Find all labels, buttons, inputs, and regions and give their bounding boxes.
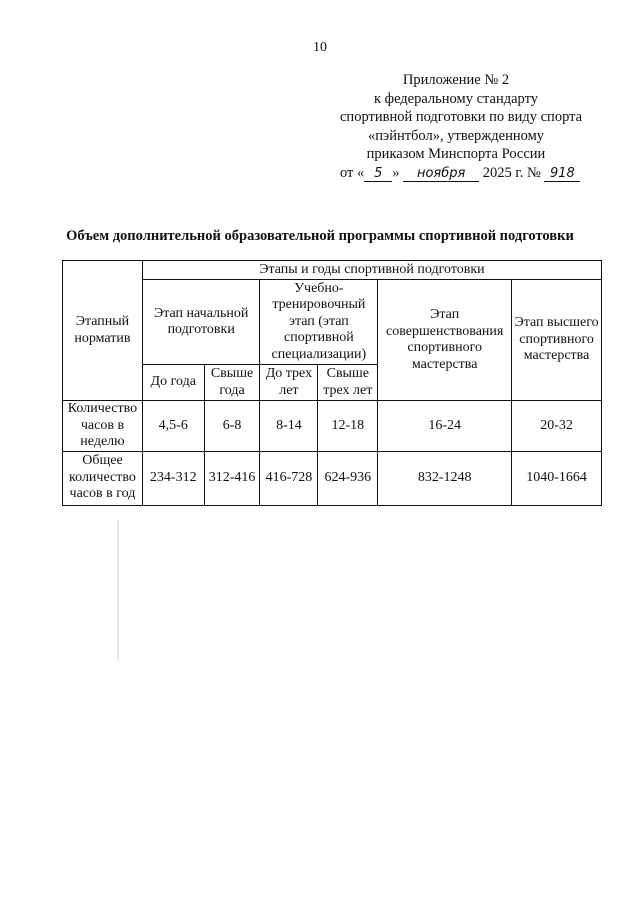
appendix-line-order: приказом Минспорта России [366,146,546,162]
date-year: 2025 г. № [482,164,541,181]
table-row [63,451,602,505]
cell-value: 416-728 [260,451,318,505]
cell-value: 20-32 [512,401,602,452]
cell-value: 6-8 [204,401,260,452]
cell-value: 312-416 [204,451,260,505]
cell-value: 8-14 [260,401,318,452]
appendix-header [340,71,583,182]
header-sub-over-three: Свыше трех лет [318,365,378,401]
header-sub-up-to-three: До трех лет [260,365,318,401]
date-mid: » [392,164,400,181]
header-stage-improvement: Этап совершенствования спортивного мастерства [378,280,512,401]
cell-value: 16-24 [378,401,512,452]
header-stage-training: Учебно-тренировочный этап (этап спортивной специализации) [260,280,378,365]
header-sub-up-to-year: До года [142,365,204,401]
document-title: Объем дополнительной образовательной программы спортивной подготовки [66,228,574,244]
appendix-line-standard: к федеральному стандарту [374,90,538,107]
cell-value: 1040-1664 [512,451,602,505]
cell-value: 624-936 [318,451,378,505]
header-stage-initial: Этап начальной подготовки [142,280,260,365]
order-number-handwritten: 918 [544,167,580,182]
program-volume-table [62,260,602,506]
cell-value: 832-1248 [378,451,512,505]
header-stages-years: Этапы и годы спортивной подготовки [142,261,601,280]
appendix-line-approved: «пэйнтбол», утвержденному [367,127,545,144]
appendix-line-sport: спортивной подготовки по виду спорта [340,109,583,125]
page-number: 10 [313,40,327,55]
cell-value: 12-18 [318,401,378,452]
date-day-handwritten: 5 [364,167,392,182]
cell-value: 234-312 [142,451,204,505]
appendix-date-line [340,164,575,183]
row-label-hours-year: Общее количество часов в год [63,451,143,505]
header-sub-over-year: Свыше года [204,365,260,401]
cell-value: 4,5-6 [142,401,204,452]
header-normative: Этапный норматив [63,261,143,401]
date-month-handwritten: ноября [403,167,479,182]
appendix-title: Приложение № 2 [402,72,510,88]
table-row [63,401,602,452]
header-stage-higher: Этап высшего спортивного мастерства [512,280,602,401]
row-label-hours-week: Количество часов в неделю [63,401,143,452]
date-prefix: от « [340,164,365,181]
